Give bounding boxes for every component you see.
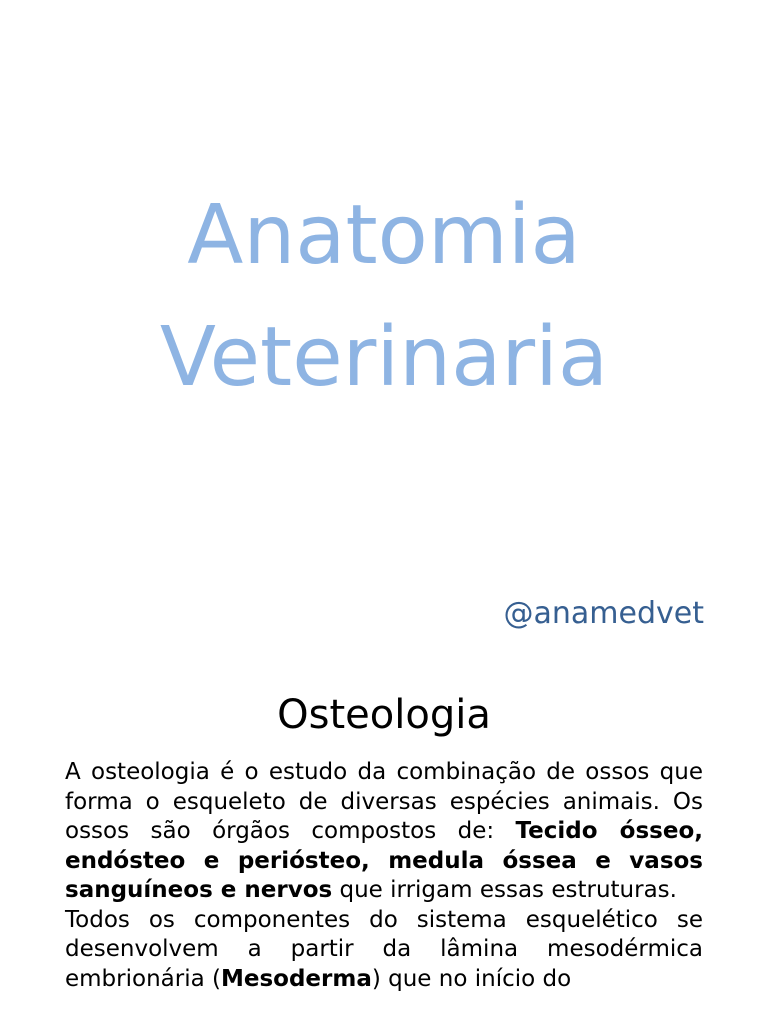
section-heading: Osteologia [277, 692, 491, 738]
paragraph-2 [65, 906, 703, 995]
page-title-line-1: Anatomia [187, 188, 581, 283]
paragraph-2-bold: Mesoderma [220, 965, 372, 992]
paragraph-1 [65, 758, 703, 906]
paragraph-2-intro: Todos os componentes do sistema esquelético se desenvolvem a partir da lâmina mesodérmica embrionária ( [65, 906, 703, 992]
paragraph-1-bold: Tecido ósseo, endósteo e periósteo, medula óssea e vasos sanguíneos e nervos [65, 818, 703, 903]
body-text [65, 758, 703, 994]
page-title-line-2: Veterinaria [159, 310, 609, 405]
paragraph-2-outro: ) que no início do [371, 965, 572, 992]
author-handle: @anamedvet [503, 596, 704, 631]
paragraph-1-intro: A osteologia é o estudo da combinação de ossos que forma o esqueleto de diversas espécies animais. Os ossos são órgãos compostos de: [65, 759, 703, 844]
paragraph-1-outro: que irrigam essas estruturas. [332, 877, 677, 903]
